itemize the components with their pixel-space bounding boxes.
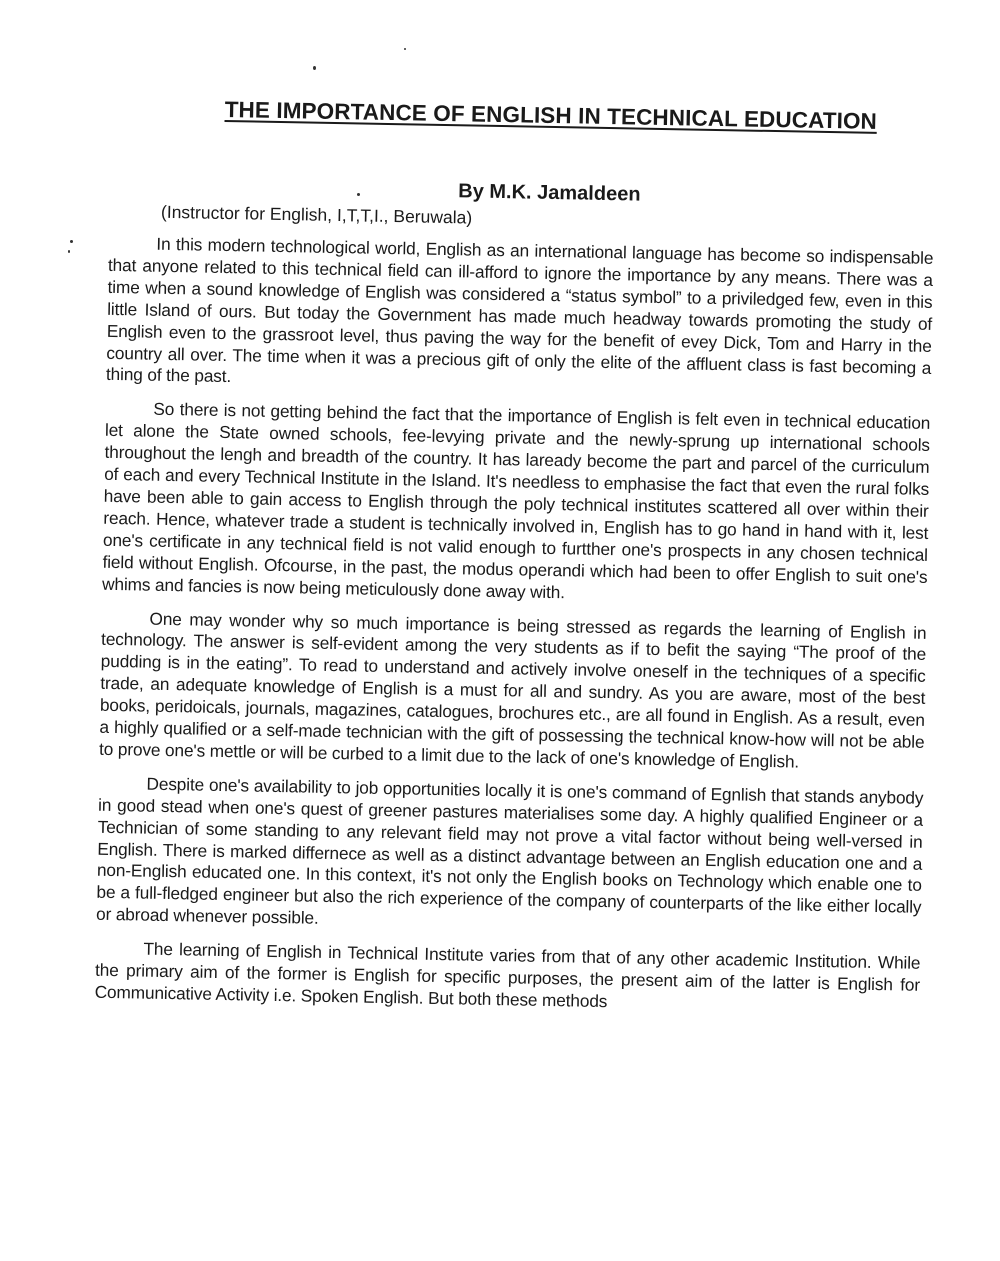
author-affiliation: (Instructor for English, I,T,T,I., Beruwala) (160, 201, 473, 228)
document-title: THE IMPORTANCE OF ENGLISH IN TECHNICAL EDUCATION (224, 96, 878, 134)
paragraph-3: One may wonder why so much importance is being stressed as regards the learning of English in technology. The answer is self-evident among the very students as if to befit the saying “The proof of the pudding is in the eating”. To read to understand and actively involve oneself in the techniques of a specific trade, an adequate knowledge of English is a must for all and sundry. As you are aware, most of the best books, peridoicals, journals, magazines, catalogues, brochures etc., are all found in English. As a result, even a highly qualified or a self-made technician with the gift of possessing the technical know-how will not be able to prove one's mettle or will be curbed to a limit due to the lack of one's knowledge of English. (98, 608, 927, 772)
paragraph-5: The learning of English in Technical Institute varies from that of any other academic Institution. While the primary aim of the former is English for specific purposes, the present aim of the latter is English for Communicative Activity i.e. Spoken English. But both these methods (94, 938, 921, 1012)
document-body (94, 233, 933, 1031)
document-author: By M.K. Jamaldeen (458, 180, 641, 206)
paragraph-4: Despite one's availability to job opportunities locally it is one's command of Egnlish that stands anybody in good stead when one's quest of greener pastures materialises some day. A highly qualified Engineer or a Technician of some standing to any relevant field may not prove a vital factor without being well-versed in English. There is marked differnece as well as a distinct advantage between an English education one and a non-English educated one. In this context, it's not only the English books on Technology which enable one to be a full-fledged engineer but also the rich experience of the company of counterparts of the like either locally or abroad whenever possible. (95, 773, 924, 929)
paragraph-2: So there is not getting behind the fact that the importance of English is felt even in technical education let alone the State owned schools, fee-levying private and the newly-sprung up international schools throughout the lengh and breadth of the country. It has laready become the part and parcel of the curriculum of each and every Technical Institute in the Island. It's needless to emphasise the fact that even the rural folks have been able to gain access to English through the poly technical institutes scattered all over within their reach. Hence, whatever trade a student is technically involved in, English has to go hand in hand with it, lest one's certificate in any technical field is not valid enough to furtther one's prospects in any chosen technical field without English. Ofcourse, in the past, the modus operandi which had been to offer English to suit one's whims and fancies is now being meticulously done away with. (101, 399, 931, 602)
paragraph-1: In this modern technological world, English as an international language has become so indispensable that anyone related to this technical field can ill-afford to ignore the importance by any means. There was a time when a sound knowledge of English was considered a “status symbol” to a priviledged few, even in this little Island of ours. But today the Government has made much headway towards promoting the study of English even to the grassroot level, thus paving the way for the benefit of evey Dick, Tom and Harry in the country all over. The time when it was a precious gift of only the elite of the affluent class is fast becoming a thing of the past. (105, 233, 934, 387)
